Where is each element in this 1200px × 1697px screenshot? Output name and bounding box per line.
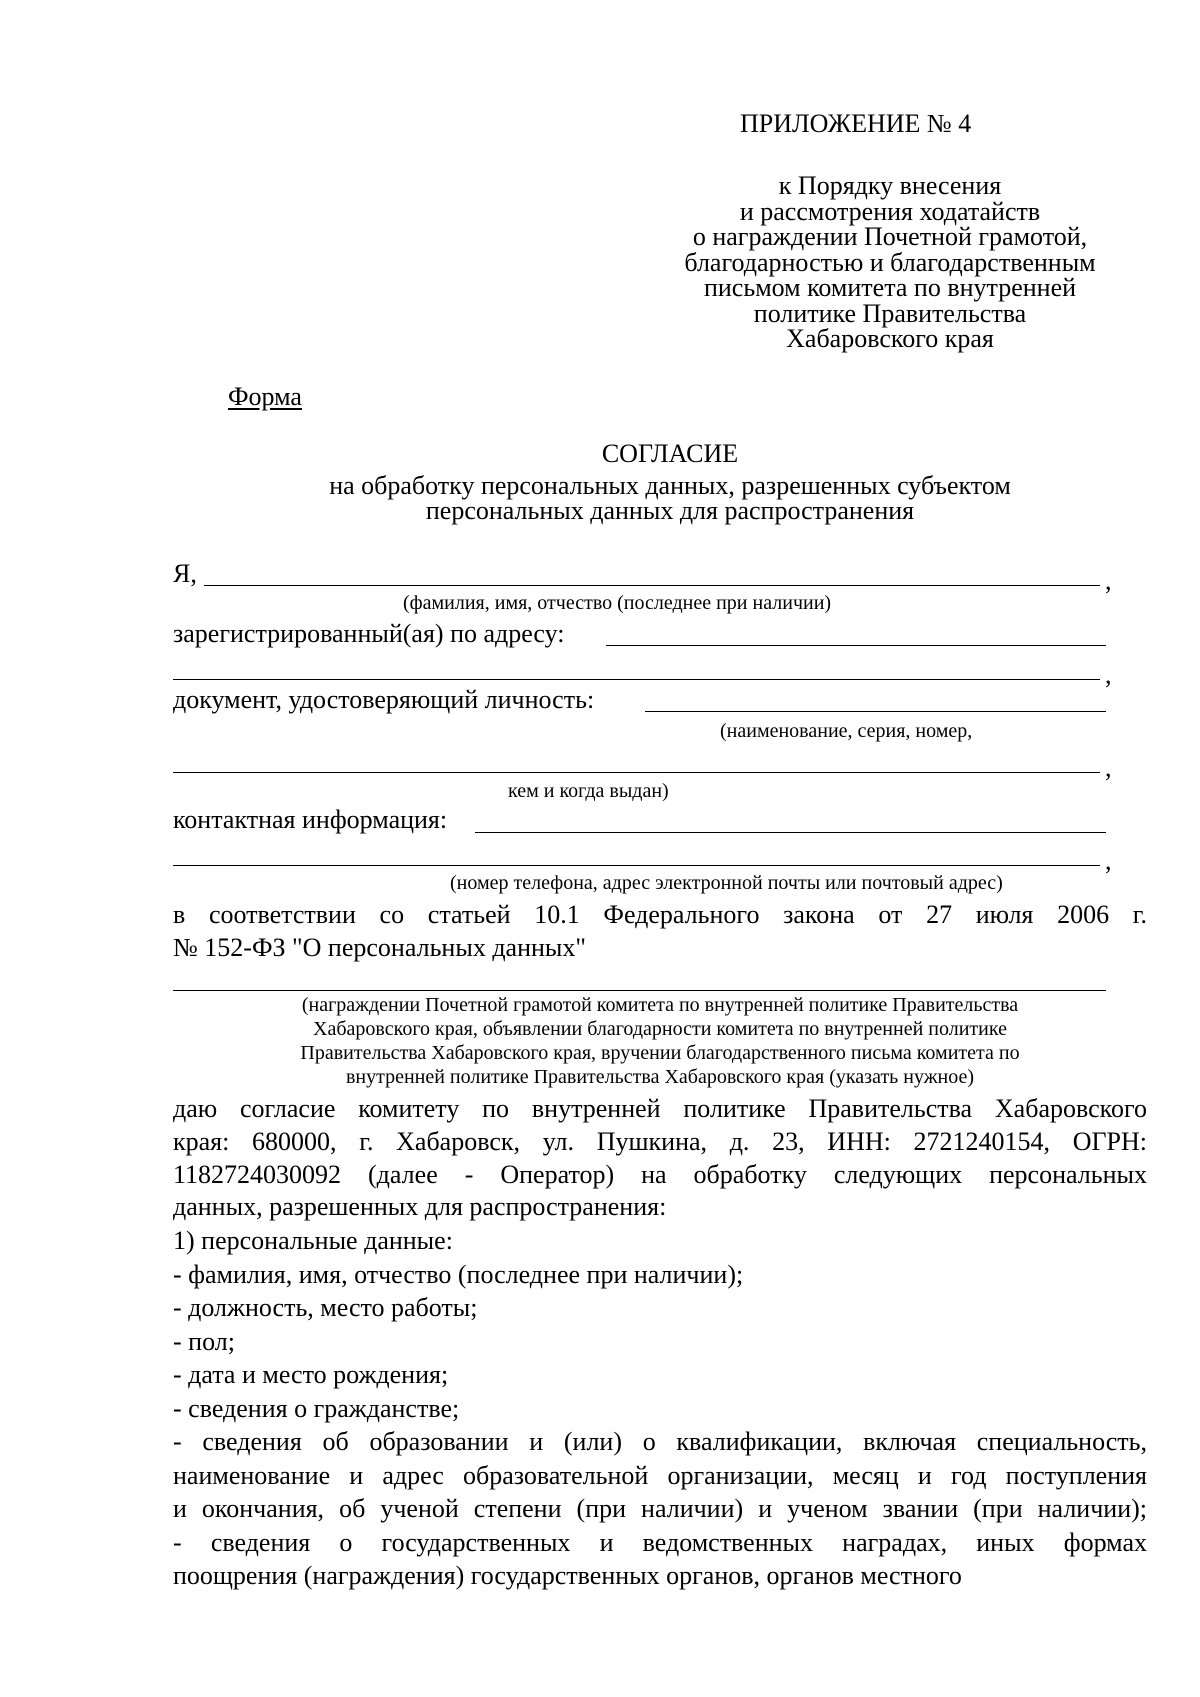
address-field[interactable]	[606, 645, 1106, 646]
document-field-line2[interactable]	[173, 772, 1100, 773]
annex-number: ПРИЛОЖЕНИЕ № 4	[740, 109, 972, 138]
list-item: - сведения об образовании и (или) о квалификации, включая специальность,	[173, 1427, 1147, 1456]
contact-field-line2[interactable]	[173, 865, 1100, 866]
document-field[interactable]	[645, 711, 1106, 712]
document-subtitle-line: на обработку персональных данных, разрешенных субъектом	[329, 471, 1011, 500]
contact-field[interactable]	[475, 832, 1106, 833]
comma: ,	[1105, 566, 1112, 595]
name-field[interactable]	[204, 585, 1100, 586]
consent-line: данных, разрешенных для распространения:	[173, 1192, 667, 1221]
purpose-hint-line: Хабаровского края, объявлении благодарности комитета по внутренней политике	[313, 1018, 1007, 1040]
list-item: - должность, место работы;	[173, 1293, 478, 1322]
order-line: к Порядку внесения	[778, 171, 1002, 200]
document-subtitle-line: персональных данных для распространения	[425, 496, 915, 525]
document-hint: кем и когда выдан)	[508, 780, 669, 802]
document-label: документ, удостоверяющий личность:	[173, 685, 595, 714]
purpose-hint-line: (награждении Почетной грамотой комитета по внутренней политике Правительства	[301, 994, 1019, 1016]
name-hint: (фамилия, имя, отчество (последнее при наличии)	[403, 592, 832, 614]
list-item: - дата и место рождения;	[173, 1360, 449, 1389]
list-item: наименование и адрес образовательной организации, месяц и год поступления	[173, 1460, 1147, 1490]
law-reference-line: № 152-ФЗ "О персональных данных"	[173, 933, 586, 962]
order-reference	[630, 173, 1150, 352]
comma: ,	[1105, 660, 1112, 689]
law-reference-line: в соответствии со статьей 10.1 Федерального закона от 27 июля 2006 г.	[173, 900, 1147, 929]
order-line: благодарностью и благодарственным	[684, 247, 1096, 277]
contact-label: контактная информация:	[173, 805, 448, 834]
document-hint: (наименование, серия, номер,	[720, 720, 973, 742]
address-field-line2[interactable]	[173, 679, 1100, 680]
order-line: Хабаровского края	[786, 324, 994, 353]
form-label: Форма	[228, 382, 302, 411]
address-label: зарегистрированный(ая) по адресу:	[173, 619, 565, 648]
purpose-field[interactable]	[173, 990, 1106, 991]
personal-data-list	[173, 1224, 1147, 1593]
document-title: СОГЛАСИЕ	[601, 439, 739, 468]
comma: ,	[1105, 846, 1112, 875]
purpose-hint-line: внутренней политике Правительства Хабаровского края (указать нужное)	[345, 1066, 975, 1088]
order-line: и рассмотрения ходатайств	[739, 196, 1041, 226]
comma: ,	[1105, 753, 1112, 782]
i-label: Я,	[173, 559, 197, 588]
list-item: - сведения о государственных и ведомственных наградах, иных формах	[173, 1527, 1147, 1557]
list-item: 1) персональные данные:	[173, 1226, 453, 1255]
consent-line: края: 680000, г. Хабаровск, ул. Пушкина, д. 23, ИНН: 2721240154, ОГРН:	[173, 1127, 1147, 1156]
list-item: поощрения (награждения) государственных органов, органов местного	[173, 1561, 962, 1590]
consent-line: даю согласие комитету по внутренней политике Правительства Хабаровского	[173, 1094, 1147, 1123]
list-item: - сведения о гражданстве;	[173, 1393, 460, 1423]
purpose-hint-line: Правительства Хабаровского края, вручении благодарственного письма комитета по	[300, 1042, 1020, 1064]
list-item: - пол;	[173, 1326, 235, 1356]
order-line: политике Правительства	[753, 298, 1027, 328]
order-line: о награждении Почетной грамотой,	[692, 222, 1088, 251]
list-item: - фамилия, имя, отчество (последнее при наличии);	[173, 1259, 744, 1289]
purpose-hint	[190, 993, 1130, 1089]
order-line: письмом комитета по внутренней	[703, 273, 1077, 302]
contact-hint: (номер телефона, адрес электронной почты или почтовый адрес)	[450, 872, 1003, 894]
consent-line: 1182724030092 (далее - Оператор) на обработку следующих персональных	[173, 1160, 1147, 1189]
list-item: и окончания, об ученой степени (при наличии) и ученом звании (при наличии);	[173, 1494, 1147, 1523]
